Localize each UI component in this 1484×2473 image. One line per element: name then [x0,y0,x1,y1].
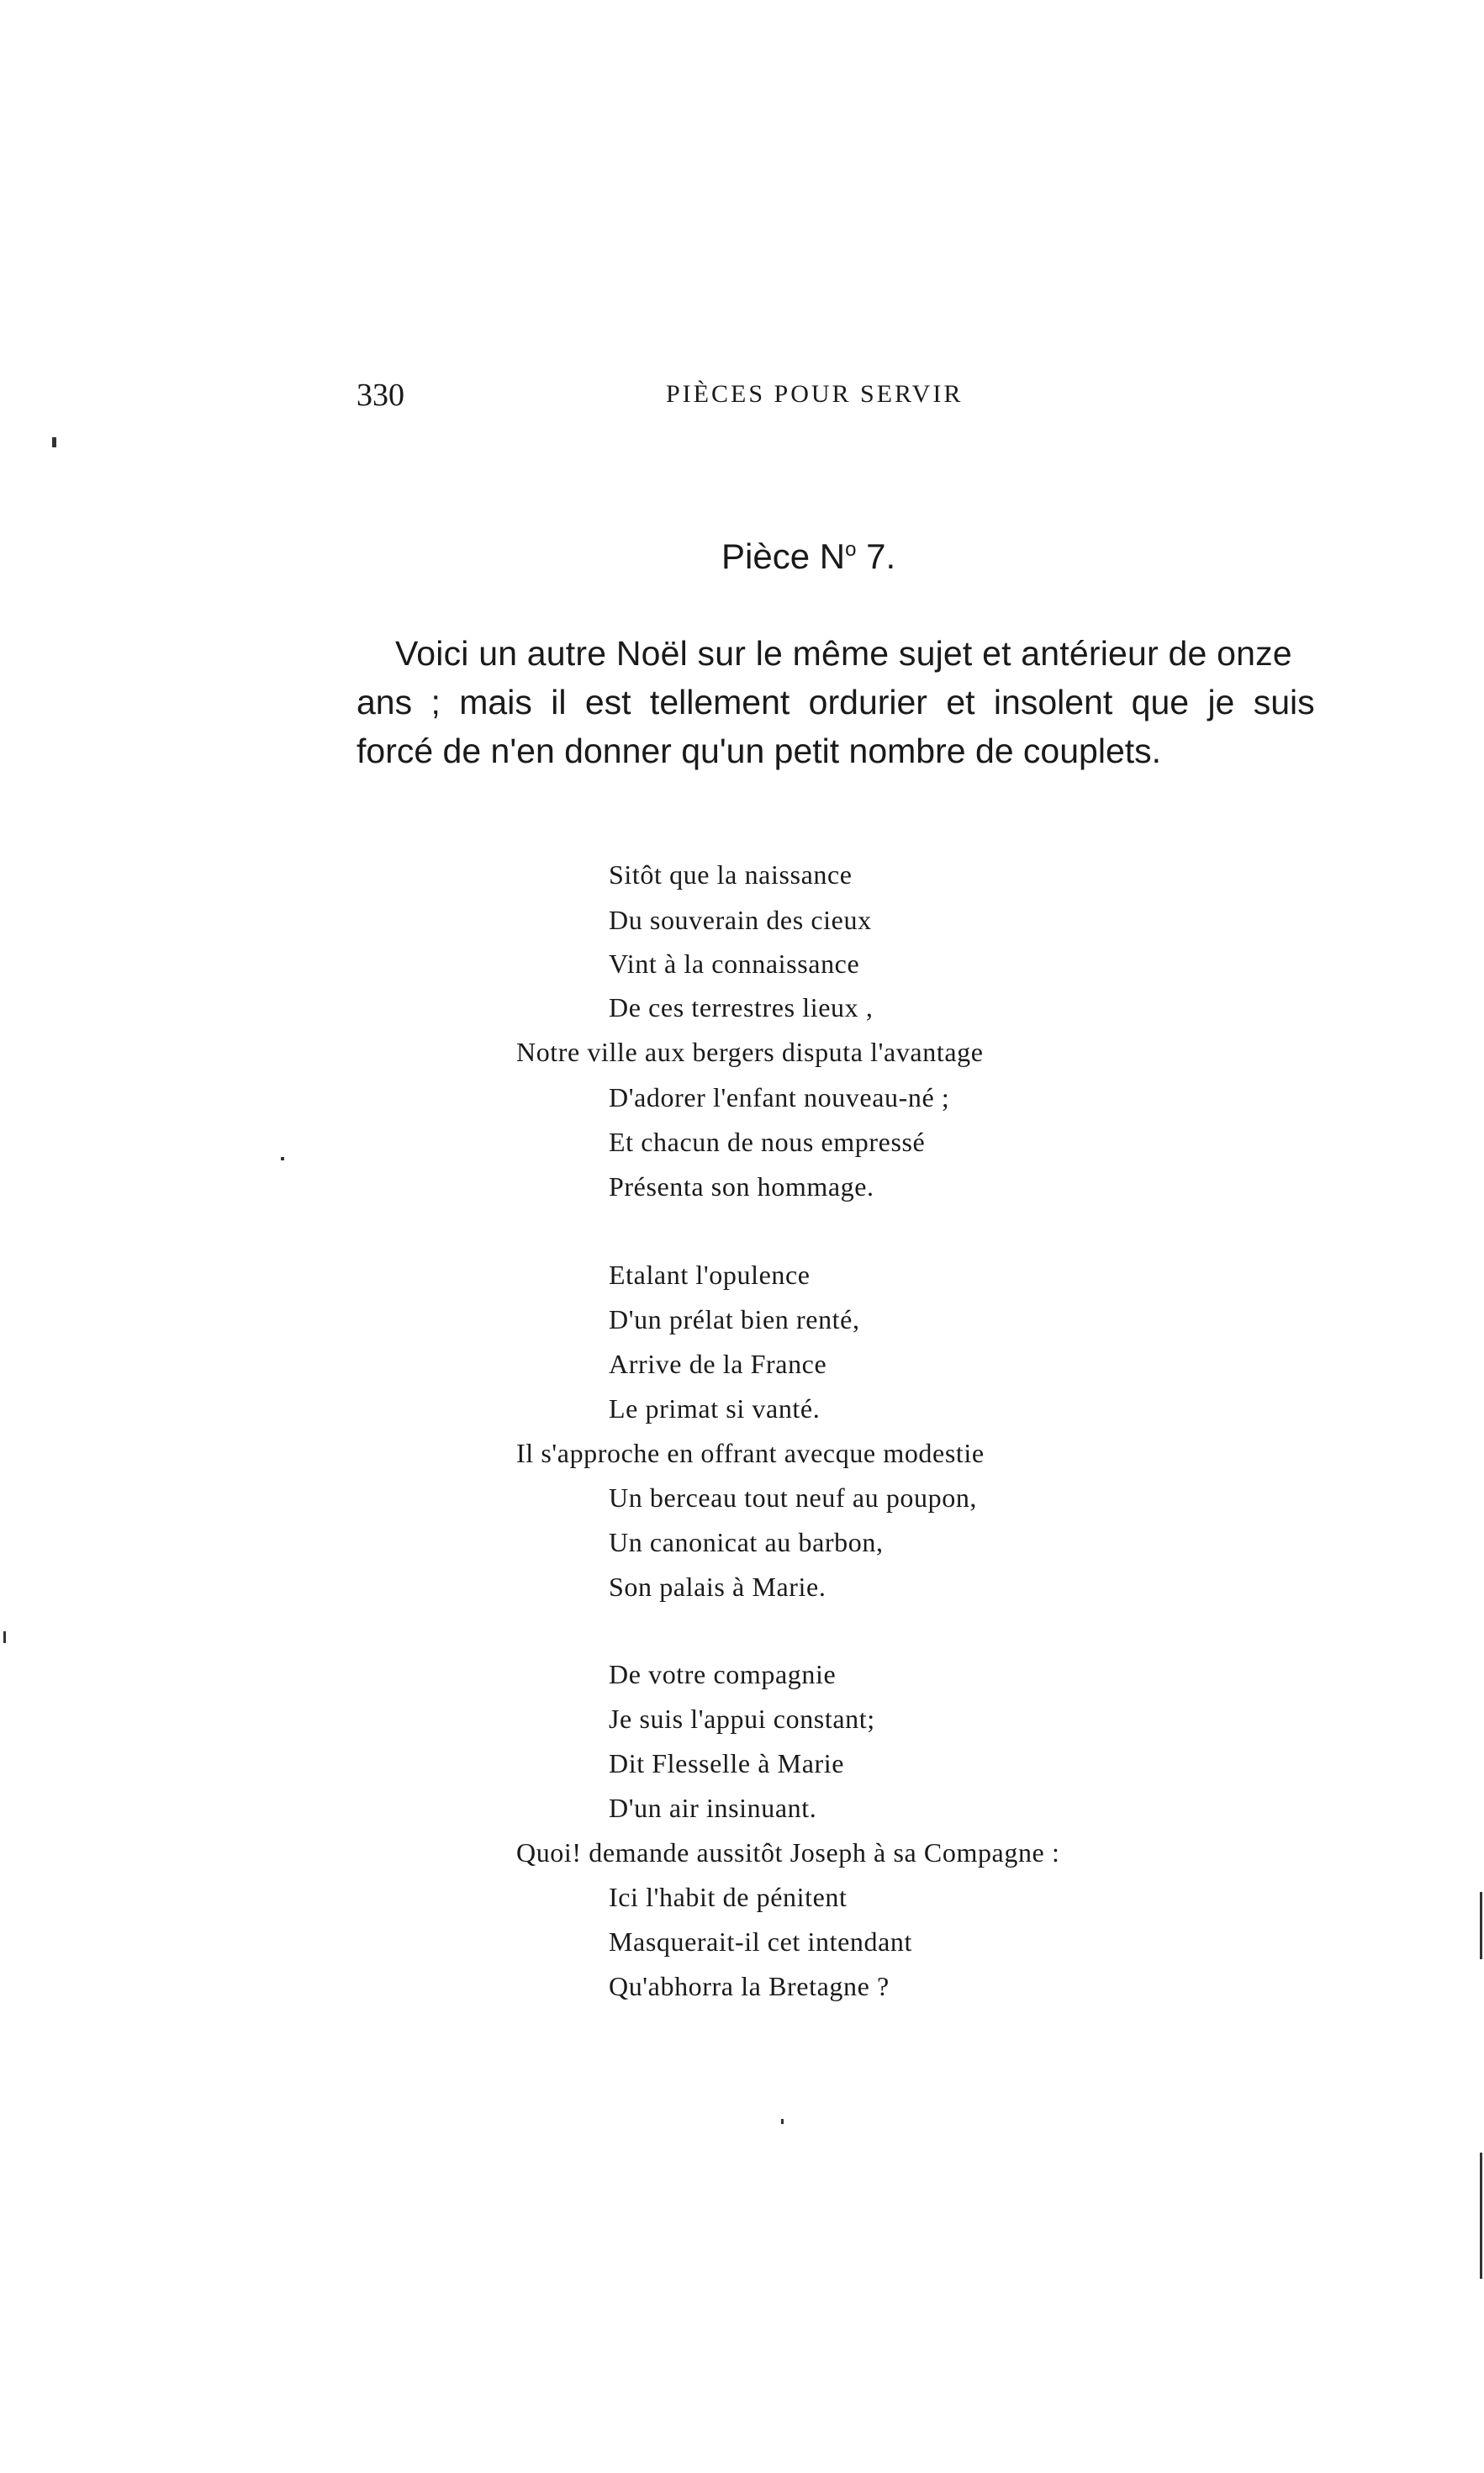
verse-line: Quoi! demande aussitôt Joseph à sa Compagne : [516,1837,1060,1868]
verse-line: Dit Flesselle à Marie [609,1748,845,1778]
verse-line: Etalant l'opulence [609,1260,811,1290]
page-number: 330 [356,378,404,413]
verse-line: Arrive de la France [609,1349,827,1379]
margin-line [1480,2153,1482,2279]
verse-line: Ici l'habit de pénitent [609,1882,848,1912]
verse-line: Un canonicat au barbon, [609,1527,884,1557]
verse-line: Qu'abhorra la Bretagne ? [609,1971,890,2001]
scan-speck [52,437,56,447]
page-header [0,377,1484,419]
verse-line: D'adorer l'enfant nouveau-né ; [609,1082,950,1112]
scan-speck [281,1157,284,1160]
piece-title [721,536,895,577]
intro-line: forcé de n'en donner qu'un petit nombre de couplets. [356,732,1162,770]
verse-line: Présenta son hommage. [609,1171,874,1202]
margin-line [1480,1892,1482,1959]
scan-speck [781,2119,784,2124]
running-head: PIÈCES POUR SERVIR [666,380,964,408]
verse-line: De ces terrestres lieux , [609,992,874,1022]
verse-line: Il s'approche en offrant avecque modestie [516,1438,985,1468]
verse-line: Son palais à Marie. [609,1572,826,1602]
piece-title-superscript: o [845,538,857,561]
intro-line: ans ; mais il est tellement ordurier et insolent que je suis [356,683,1315,721]
intro-paragraph [356,629,1315,775]
verse-line: Et chacun de nous empressé [609,1127,926,1157]
piece-title-prefix: Pièce N [721,536,846,576]
verse-line: De votre compagnie [609,1659,837,1689]
intro-line: Voici un autre Noël sur le même sujet et antérieur de onze [395,634,1292,673]
verse-line: Je suis l'appui constant; [609,1704,875,1734]
piece-title-number: 7. [856,536,896,576]
verse-line: D'un air insinuant. [609,1793,817,1823]
verse-line: D'un prélat bien renté, [609,1304,860,1334]
verse-line: Le primat si vanté. [609,1393,821,1424]
scan-speck [3,1631,6,1643]
verse-line: Du souverain des cieux [609,905,872,935]
verse-line: Masquerait-il cet intendant [609,1926,912,1957]
verse-line: Un berceau tout neuf au poupon, [609,1482,978,1513]
verse-line: Sitôt que la naissance [609,859,853,890]
verse-line: Vint à la connaissance [609,949,860,979]
verse-line: Notre ville aux bergers disputa l'avantage [516,1037,984,1067]
